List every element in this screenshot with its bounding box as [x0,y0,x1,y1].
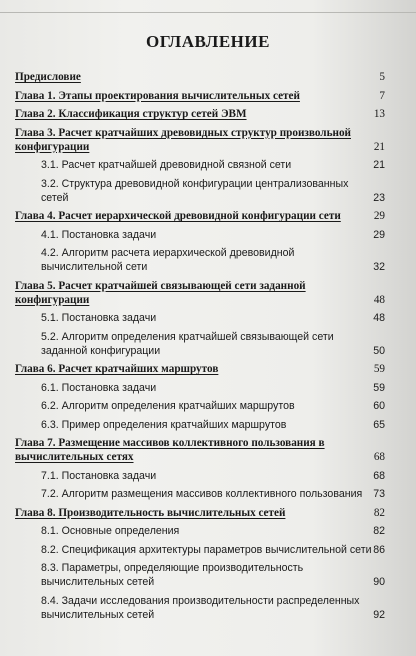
toc-entry-title: 8.3. Параметры, определяющие производительность вычислительных сетей [41,562,304,588]
toc-chapter[interactable] [15,279,385,307]
toc-entry-title: 7.2. Алгоритм размещения массивов коллективного пользования [41,488,363,500]
toc-entry-title: 6.3. Пример определения кратчайших маршрутов [41,418,287,431]
toc-entry-page: 86 [373,543,385,556]
table-of-contents [15,70,385,626]
toc-section[interactable] [15,330,385,358]
toc-entry-title: Предисловие [15,71,81,83]
toc-entry-page: 7 [379,89,385,102]
toc-section[interactable] [15,418,385,432]
toc-entry-title: 5.1. Постановка задачи [41,312,157,324]
toc-section[interactable] [15,381,385,395]
toc-entry-title: Глава 7. Размещение массивов коллективного пользования в вычислительных сетях [15,437,325,463]
toc-section[interactable] [15,311,385,325]
toc-entry-title: Глава 2. Классификация структур сетей ЭВМ [15,108,247,120]
toc-entry-page: 29 [373,228,385,241]
toc-section[interactable] [15,158,385,172]
toc-entry-title: Глава 6. Расчет кратчайших маршрутов [15,363,219,375]
toc-chapter[interactable] [15,362,385,376]
toc-chapter[interactable] [15,436,385,464]
toc-entry-page: 73 [373,488,385,500]
toc-entry-page: 82 [373,506,385,519]
toc-entry-title: 5.2. Алгоритм определения кратчайшей связывающей сети заданной конфигурации [41,330,334,357]
toc-entry-page: 90 [373,576,385,588]
toc-entry-title: 3.2. Структура древовидной конфигурации централизованных сетей [41,177,349,204]
toc-entry-title: 8.1. Основные определения [41,525,180,537]
toc-entry-page: 68 [373,469,385,482]
toc-section[interactable] [15,399,385,413]
toc-chapter[interactable] [15,89,385,103]
toc-section[interactable] [15,524,385,538]
toc-section[interactable] [15,487,385,501]
toc-entry-title: 8.2. Спецификация архитектуры параметров вычислительной сети [41,543,372,556]
toc-entry-page: 59 [373,363,385,375]
toc-entry-title: 4.1. Постановка задачи [41,228,157,241]
toc-entry-page: 50 [373,344,385,357]
toc-entry-title: 3.1. Расчет кратчайшей древовидной связной сети [41,159,292,171]
toc-section[interactable] [15,228,385,242]
toc-entry-title: 4.2. Алгоритм расчета иерархической древовидной вычислительной сети [41,247,295,273]
toc-entry-page: 48 [373,293,385,306]
toc-entry-title: 6.1. Постановка задачи [41,381,157,394]
toc-entry-title: 8.4. Задачи исследования производительности распределенных вычислительных сетей [41,594,360,621]
toc-entry-page: 23 [373,191,385,204]
toc-entry-title: Глава 5. Расчет кратчайшей связывающей сети заданной конфигурации [15,279,306,306]
toc-chapter[interactable] [15,70,385,84]
toc-entry-page: 59 [373,381,385,394]
toc-entry-page: 65 [373,418,385,431]
toc-entry-page: 60 [373,400,385,412]
page-title: ОГЛАВЛЕНИЕ [146,32,270,51]
toc-entry-page: 32 [373,261,385,273]
toc-section[interactable] [15,543,385,557]
toc-entry-page: 68 [373,451,385,463]
toc-section[interactable] [15,561,385,589]
toc-entry-title: Глава 4. Расчет иерархической древовидной конфигурации сети [15,210,341,222]
toc-section[interactable] [15,177,385,205]
toc-entry-page: 82 [373,525,385,537]
toc-entry-title: Глава 3. Расчет кратчайших древовидных структур произвольной конфигурации [15,126,351,153]
toc-entry-title: 7.1. Постановка задачи [41,469,157,482]
header-rule [0,12,416,13]
toc-entry-page: 29 [373,210,385,222]
toc-section[interactable] [15,594,385,622]
toc-entry-page: 21 [373,140,385,153]
toc-entry-page: 13 [373,108,385,120]
toc-chapter[interactable] [15,209,385,223]
toc-section[interactable] [15,246,385,274]
toc-chapter[interactable] [15,506,385,520]
toc-entry-title: Глава 8. Производительность вычислительных сетей [15,506,286,519]
toc-section[interactable] [15,469,385,483]
toc-chapter[interactable] [15,107,385,121]
toc-chapter[interactable] [15,126,385,154]
toc-entry-title: Глава 1. Этапы проектирования вычислительных сетей [15,89,300,102]
toc-entry-title: 6.2. Алгоритм определения кратчайших маршрутов [41,400,295,412]
toc-entry-page: 92 [373,608,385,621]
toc-entry-page: 48 [373,312,385,324]
toc-entry-page: 21 [373,159,385,171]
toc-entry-page: 5 [379,71,385,83]
